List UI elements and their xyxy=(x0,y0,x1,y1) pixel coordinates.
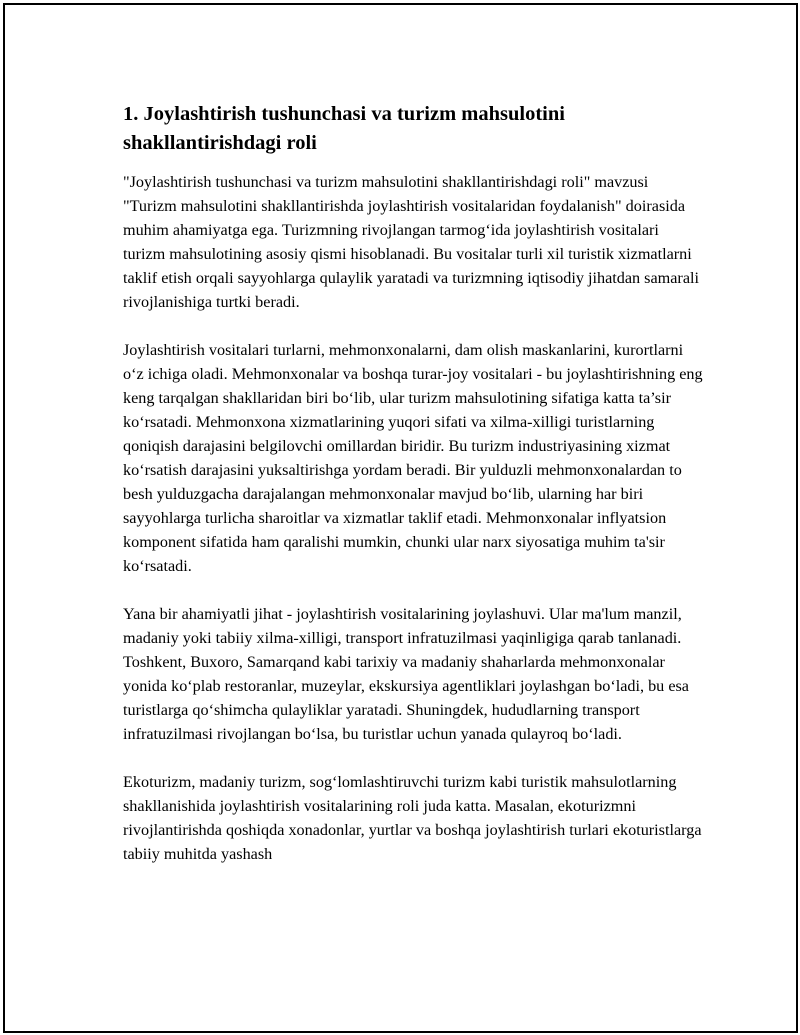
paragraph-3: Yana bir ahamiyatli jihat - joylashtirish vositalarining joylashuvi. Ular ma'lum manzil, madaniy yoki tabiiy xilma-xilligi, transport infratuzilmasi yaqinligiga qarab tanlanadi. Toshkent, Buxoro, Samarqand kabi tarixiy va madaniy shaharlarda mehmonxonalar yonida ko‘plab restoranlar, muzeylar, ekskursiya agentliklari joylashgan bo‘ladi, bu esa turistlarga qo‘shimcha qulayliklar yaratadi. Shuningdek, hududlarning transport infratuzilmasi rivojlangan bo‘lsa, bu turistlar uchun yanada qulayroq bo‘ladi. xyxy=(123,605,689,743)
document-body xyxy=(123,100,703,890)
paragraph-4: Ekoturizm, madaniy turizm, sog‘lomlashtiruvchi turizm kabi turistik mahsulotlarning shakllanishida joylashtirish vositalarining roli juda katta. Masalan, ekoturizmni rivojlantirishda qoshiqda xonadonlar, yurtlar va boshqa joylashtirish turlari ekoturistlarga tabiiy muhitda yashash xyxy=(123,773,702,863)
page-frame xyxy=(3,3,798,1033)
section-heading: 1. Joylashtirish tushunchasi va turizm mahsulotini shakllantirishdagi roli xyxy=(123,103,565,154)
paragraph-2: Joylashtirish vositalari turlarni, mehmonxonalarni, dam olish maskanlarini, kurortlarni o‘z ichiga oladi. Mehmonxonalar va boshqa turar-joy vositalari - bu joylashtirishning eng keng tarqalgan shakllaridan biri bo‘lib, ular turizm mahsulotining sifatiga katta ta’sir ko‘rsatadi. Mehmonxona xizmatlarining yuqori sifati va xilma-xilligi turistlarning qoniqish darajasini belgilovchi omillardan biridir. Bu turizm industriyasining xizmat ko‘rsatish darajasini yuksaltirishga yordam beradi. Bir yulduzli mehmonxonalardan to besh yulduzgacha darajalangan mehmonxonalar mavjud bo‘lib, ularning har biri sayyohlarga turlicha sharoitlar va xizmatlar taklif etadi. Mehmonxonalar inflyatsion komponent sifatida ham qaralishi mumkin, chunki ular narx siyosatiga muhim ta'sir ko‘rsatadi. xyxy=(123,341,703,575)
paragraph-1: "Joylashtirish tushunchasi va turizm mahsulotini shakllantirishdagi roli" mavzusi "Turizm mahsulotini shakllantirishda joylashtirish vositalaridan foydalanish" doirasida muhim ahamiyatga ega. Turizmning rivojlangan tarmog‘ida joylashtirish vositalari turizm mahsulotining asosiy qismi hisoblanadi. Bu vositalar turli xil turistik xizmatlarni taklif etish orqali sayyohlarga qulaylik yaratadi va turizmning iqtisodiy jihatdan samarali rivojlanishiga turtki beradi. xyxy=(123,173,700,311)
